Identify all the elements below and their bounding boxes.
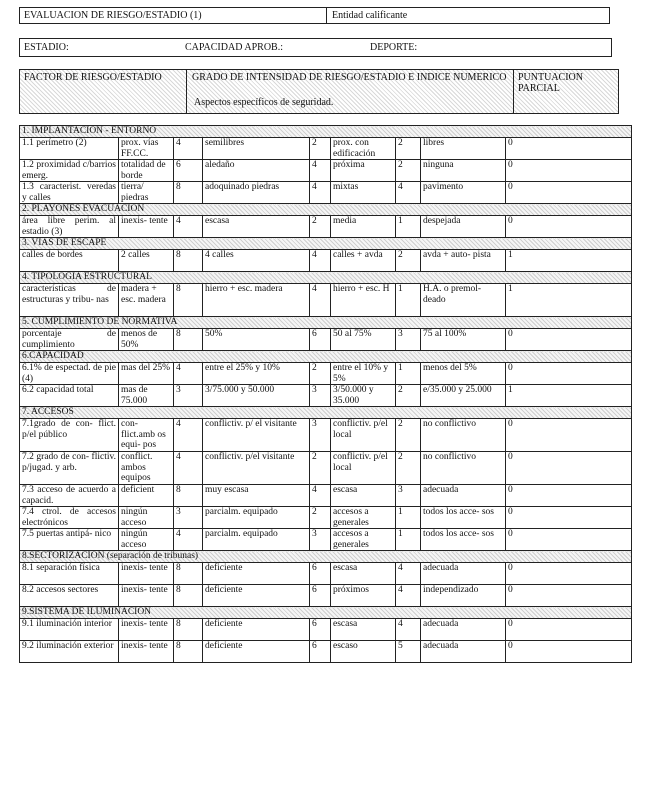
option-label: escasa xyxy=(331,619,396,641)
option-score: 0 xyxy=(506,419,632,452)
option-label: con- flict.amb os equi- pos xyxy=(119,419,174,452)
option-label: calles + avda xyxy=(331,250,396,272)
factor-name: características de estructuras y tribu- nas xyxy=(20,284,119,317)
option-label: deficiente xyxy=(203,563,310,585)
option-score: 8 xyxy=(174,250,203,272)
factor-row xyxy=(20,385,632,407)
section-header-row xyxy=(20,317,632,329)
option-label: media xyxy=(331,216,396,238)
option-label: adecuada xyxy=(421,485,506,507)
factor-name: porcentaje de cumplimiento xyxy=(20,329,119,351)
option-score: 8 xyxy=(174,563,203,585)
capacity-label: CAPACIDAD APROB.: xyxy=(185,42,283,53)
option-score: 2 xyxy=(310,216,331,238)
section-header-row xyxy=(20,238,632,250)
factor-row xyxy=(20,419,632,452)
option-score: 0 xyxy=(506,507,632,529)
factor-row xyxy=(20,585,632,607)
option-label: escaso xyxy=(331,641,396,663)
option-label: conflictiv. p/ el visitante xyxy=(203,419,310,452)
option-label: parcialm. equipado xyxy=(203,529,310,551)
option-label: entre el 25% y 10% xyxy=(203,363,310,385)
option-label: ninguna xyxy=(421,160,506,182)
option-score: 1 xyxy=(506,385,632,407)
option-score: 4 xyxy=(174,138,203,160)
option-label: inexis- tente xyxy=(119,585,174,607)
option-score: 2 xyxy=(310,138,331,160)
option-score: 4 xyxy=(174,419,203,452)
option-label: menos de 50% xyxy=(119,329,174,351)
option-label: totalidad de borde xyxy=(119,160,174,182)
section-title: 2. PLAYONES EVACUACION xyxy=(20,204,632,216)
option-score: 0 xyxy=(506,529,632,551)
option-label: prox. con edificación xyxy=(331,138,396,160)
option-label: muy escasa xyxy=(203,485,310,507)
option-score: 3 xyxy=(310,529,331,551)
option-score: 4 xyxy=(396,619,421,641)
factor-row xyxy=(20,182,632,204)
stadium-info-box xyxy=(19,38,612,57)
option-score: 4 xyxy=(174,529,203,551)
option-score: 0 xyxy=(506,585,632,607)
option-label: ningún acceso xyxy=(119,507,174,529)
option-label: parcialm. equipado xyxy=(203,507,310,529)
option-score: 3 xyxy=(396,485,421,507)
section-header-row xyxy=(20,126,632,138)
factor-name: 1.1 perímetro (2) xyxy=(20,138,119,160)
header-grade: GRADO DE INTENSIDAD DE RIESGO/ESTADIO E INDICE NUMERICO xyxy=(192,72,507,83)
option-score: 4 xyxy=(310,284,331,317)
option-label: 2 calles xyxy=(119,250,174,272)
option-score: 8 xyxy=(174,485,203,507)
option-label: deficiente xyxy=(203,641,310,663)
option-label: adoquinado piedras xyxy=(203,182,310,204)
section-title: 8.SECTORIZACION (separación de tribunas) xyxy=(20,551,632,563)
factor-name: 8.2 accesos sectores xyxy=(20,585,119,607)
option-score: 8 xyxy=(174,585,203,607)
section-header-row xyxy=(20,407,632,419)
option-label: próximos xyxy=(331,585,396,607)
option-label: despejada xyxy=(421,216,506,238)
factor-row xyxy=(20,529,632,551)
option-label: conflictiv. p/el local xyxy=(331,452,396,485)
option-label: deficiente xyxy=(203,585,310,607)
section-header-row xyxy=(20,351,632,363)
form-title-box xyxy=(19,7,610,24)
option-label: próxima xyxy=(331,160,396,182)
option-label: aledaño xyxy=(203,160,310,182)
option-score: 3 xyxy=(396,329,421,351)
entity-label: Entidad calificante xyxy=(332,10,408,21)
option-score: 1 xyxy=(396,216,421,238)
sport-label: DEPORTE: xyxy=(370,42,418,53)
factor-name: 7.2 grado de con- flictiv. p/jugad. y arb. xyxy=(20,452,119,485)
divider xyxy=(326,8,327,23)
option-label: escasa xyxy=(331,485,396,507)
section-header-row xyxy=(20,204,632,216)
option-label: inexis- tente xyxy=(119,563,174,585)
factor-name: 9.1 iluminación interior xyxy=(20,619,119,641)
option-score: 0 xyxy=(506,641,632,663)
section-header-row xyxy=(20,551,632,563)
factor-name: 8.1 separación física xyxy=(20,563,119,585)
option-score: 2 xyxy=(396,452,421,485)
option-score: 8 xyxy=(174,284,203,317)
option-label: todos los acce- sos xyxy=(421,529,506,551)
option-score: 6 xyxy=(310,585,331,607)
option-label: conflictiv. p/el local xyxy=(331,419,396,452)
option-label: tierra/ piedras xyxy=(119,182,174,204)
risk-table xyxy=(19,125,632,663)
factor-row xyxy=(20,329,632,351)
option-label: independizado xyxy=(421,585,506,607)
section-title: 6.CAPACIDAD xyxy=(20,351,632,363)
section-title: 7. ACCESOS xyxy=(20,407,632,419)
option-score: 2 xyxy=(396,385,421,407)
option-score: 0 xyxy=(506,563,632,585)
option-label: H.A. o premol- deado xyxy=(421,284,506,317)
option-label: inexis- tente xyxy=(119,216,174,238)
option-label: semilibres xyxy=(203,138,310,160)
option-label: no conflictivo xyxy=(421,419,506,452)
divider xyxy=(186,70,187,113)
option-score: 6 xyxy=(310,329,331,351)
option-score: 4 xyxy=(174,216,203,238)
factor-name: área libre perim. al estadio (3) xyxy=(20,216,119,238)
option-score: 2 xyxy=(396,160,421,182)
section-title: 9.SISTEMA DE ILUMINACION xyxy=(20,607,632,619)
option-score: 8 xyxy=(174,329,203,351)
option-score: 2 xyxy=(396,138,421,160)
factor-name: 1.3 caracterist. veredas y calles xyxy=(20,182,119,204)
option-label: conflict. ambos equipos xyxy=(119,452,174,485)
option-label: accesos a generales xyxy=(331,507,396,529)
option-score: 0 xyxy=(506,216,632,238)
option-score: 6 xyxy=(174,160,203,182)
option-label: todos los acce- sos xyxy=(421,507,506,529)
section-title: 1. IMPLANTACION - ENTORNO xyxy=(20,126,632,138)
option-score: 4 xyxy=(396,585,421,607)
option-label: 50 al 75% xyxy=(331,329,396,351)
option-label: madera + esc. madera xyxy=(119,284,174,317)
option-score: 2 xyxy=(310,363,331,385)
option-score: 6 xyxy=(310,619,331,641)
factor-row xyxy=(20,485,632,507)
option-score: 3 xyxy=(310,385,331,407)
factor-row xyxy=(20,216,632,238)
option-score: 2 xyxy=(310,507,331,529)
factor-name: 7.5 puertas antipá- nico xyxy=(20,529,119,551)
option-score: 4 xyxy=(174,363,203,385)
option-score: 4 xyxy=(396,182,421,204)
option-score: 2 xyxy=(396,250,421,272)
option-label: 75 al 100% xyxy=(421,329,506,351)
option-score: 0 xyxy=(506,160,632,182)
option-score: 1 xyxy=(396,284,421,317)
factor-name: 7.3 acceso de acuerdo a capacid. xyxy=(20,485,119,507)
option-label: accesos a generales xyxy=(331,529,396,551)
option-label: hierro + esc. madera xyxy=(203,284,310,317)
factor-row xyxy=(20,138,632,160)
option-label: inexis- tente xyxy=(119,619,174,641)
option-label: deficiente xyxy=(203,619,310,641)
factor-row xyxy=(20,563,632,585)
option-score: 6 xyxy=(310,563,331,585)
option-score: 0 xyxy=(506,363,632,385)
header-factor: FACTOR DE RIESGO/ESTADIO xyxy=(24,72,162,83)
option-score: 0 xyxy=(506,485,632,507)
header-score: PUNTUACION PARCIAL xyxy=(518,72,583,94)
option-score: 1 xyxy=(506,250,632,272)
option-score: 4 xyxy=(310,485,331,507)
option-label: hierro + esc. H xyxy=(331,284,396,317)
option-score: 2 xyxy=(310,452,331,485)
factor-name: 7.1grado de con- flict. p/el público xyxy=(20,419,119,452)
option-score: 8 xyxy=(174,182,203,204)
option-score: 0 xyxy=(506,182,632,204)
factor-name: calles de bordes xyxy=(20,250,119,272)
factor-name: 6.2 capacidad total xyxy=(20,385,119,407)
option-label: adecuada xyxy=(421,619,506,641)
factor-row xyxy=(20,507,632,529)
option-score: 4 xyxy=(174,452,203,485)
section-title: 5. CUMPLIMIENTO DE NORMATIVA xyxy=(20,317,632,329)
option-label: escasa xyxy=(331,563,396,585)
option-label: entre el 10% y 5% xyxy=(331,363,396,385)
option-score: 3 xyxy=(174,507,203,529)
option-score: 4 xyxy=(396,563,421,585)
option-label: deficient xyxy=(119,485,174,507)
option-label: pavimento xyxy=(421,182,506,204)
section-header-row xyxy=(20,272,632,284)
factor-row xyxy=(20,619,632,641)
option-score: 3 xyxy=(310,419,331,452)
option-label: avda + auto- pista xyxy=(421,250,506,272)
option-score: 1 xyxy=(396,529,421,551)
risk-table-body xyxy=(20,126,632,663)
option-score: 8 xyxy=(174,641,203,663)
option-label: adecuada xyxy=(421,641,506,663)
option-score: 0 xyxy=(506,452,632,485)
factor-name: 7.4 ctrol. de accesos electrónicos xyxy=(20,507,119,529)
option-score: 4 xyxy=(310,182,331,204)
option-label: prox. vías FF.CC. xyxy=(119,138,174,160)
column-header-box xyxy=(19,69,619,114)
option-score: 4 xyxy=(310,160,331,182)
stadium-label: ESTADIO: xyxy=(24,42,69,53)
option-label: no conflictivo xyxy=(421,452,506,485)
factor-row xyxy=(20,363,632,385)
option-label: libres xyxy=(421,138,506,160)
factor-name: 6.1% de espectad. de pie (4) xyxy=(20,363,119,385)
option-score: 4 xyxy=(310,250,331,272)
option-label: inexis- tente xyxy=(119,641,174,663)
option-label: escasa xyxy=(203,216,310,238)
option-label: adecuada xyxy=(421,563,506,585)
option-label: 50% xyxy=(203,329,310,351)
factor-row xyxy=(20,284,632,317)
option-label: mixtas xyxy=(331,182,396,204)
section-header-row xyxy=(20,607,632,619)
option-score: 3 xyxy=(174,385,203,407)
form-title: EVALUACION DE RIESGO/ESTADIO (1) xyxy=(24,10,202,21)
section-title: 4. TIPOLOGIA ESTRUCTURAL xyxy=(20,272,632,284)
factor-name: 9.2 iluminación exterior xyxy=(20,641,119,663)
option-score: 0 xyxy=(506,329,632,351)
divider xyxy=(513,70,514,113)
header-grade-sub: Aspectos específicos de seguridad. xyxy=(194,97,334,108)
option-score: 1 xyxy=(396,363,421,385)
option-score: 1 xyxy=(396,507,421,529)
factor-row xyxy=(20,452,632,485)
option-score: 6 xyxy=(310,641,331,663)
option-score: 8 xyxy=(174,619,203,641)
factor-name: 1.2 proximidad c/barrios emerg. xyxy=(20,160,119,182)
option-score: 0 xyxy=(506,619,632,641)
option-label: e/35.000 y 25.000 xyxy=(421,385,506,407)
option-score: 5 xyxy=(396,641,421,663)
option-score: 2 xyxy=(396,419,421,452)
factor-row xyxy=(20,160,632,182)
option-label: 4 calles xyxy=(203,250,310,272)
option-score: 1 xyxy=(506,284,632,317)
option-label: conflictiv. p/el visitante xyxy=(203,452,310,485)
factor-row xyxy=(20,250,632,272)
option-label: mas de 75.000 xyxy=(119,385,174,407)
option-label: mas del 25% xyxy=(119,363,174,385)
option-label: 3/50.000 y 35.000 xyxy=(331,385,396,407)
option-label: menos del 5% xyxy=(421,363,506,385)
option-label: ningún acceso xyxy=(119,529,174,551)
option-label: 3/75.000 y 50.000 xyxy=(203,385,310,407)
factor-row xyxy=(20,641,632,663)
section-title: 3. VIAS DE ESCAPE xyxy=(20,238,632,250)
option-score: 0 xyxy=(506,138,632,160)
